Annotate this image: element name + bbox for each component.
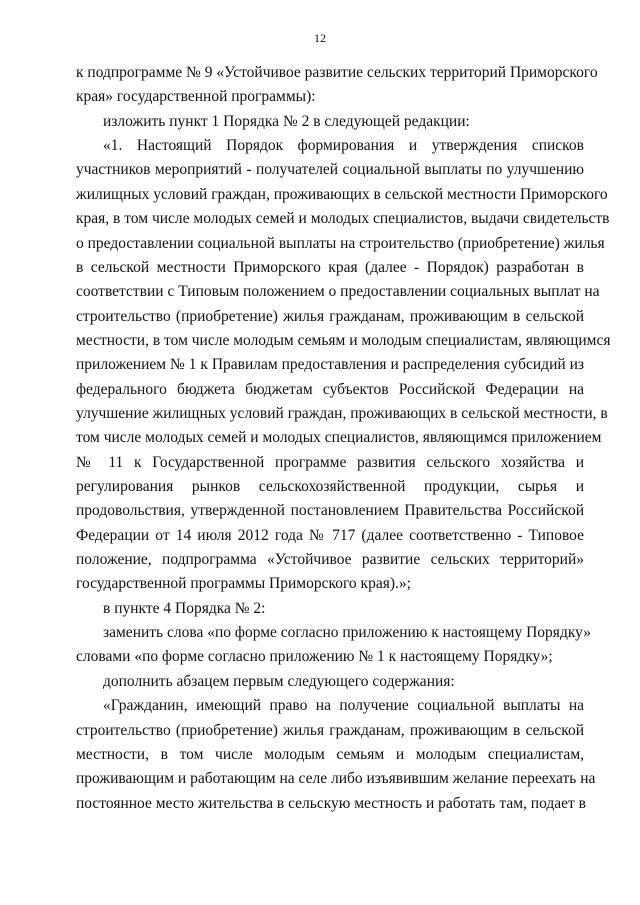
text-line: «1. Настоящий Порядок формирования и утверждения списков [103,137,584,155]
text-line: в пункте 4 Порядка № 2: [103,599,266,617]
text-line: заменить слова «по форме согласно приложению к настоящему Порядку» [103,624,592,642]
text-line: государственной программы Приморского края).»; [76,575,411,593]
text-line: положение, подпрограмма «Устойчивое развитие сельских территорий» [76,551,584,568]
page-number: 12 [314,31,326,45]
text-line: о предоставлении социальной выплаты на строительство (приобретение) жилья [76,234,605,252]
text-line: № 11 к Государственной программе развития сельского хозяйства и [76,453,584,471]
text-line: постоянное место жительства в сельскую местность и работать там, подает в [76,794,586,812]
text-line: приложением № 1 к Правилам предоставления и распределения субсидий из [76,356,584,374]
text-line: края, в том числе молодых семей и молодых специалистов, выдачи свидетельств [76,210,610,228]
text-line: федерального бюджета бюджетам субъектов Российской Федерации на [76,380,584,398]
text-line: местности, в том числе молодым семьям и молодым специалистам, являющимся [76,331,611,349]
text-line: том числе молодых семей и молодых специалистов, являющимся приложением [76,429,602,447]
text-line: жилищных условий граждан, проживающих в сельской местности Приморского [76,185,608,203]
text-line: словами «по форме согласно приложению № 1 к настоящему Порядку»; [76,648,553,666]
text-line: местности, в том числе молодым семьям и молодым специалистам, [76,745,584,763]
text-line: «Гражданин, имеющий право на получение социальной выплаты на [103,697,584,715]
text-line: в сельской местности Приморского края (далее - Порядок) разработан в [76,258,584,276]
text-line: продовольствия, утвержденной постановлением Правительства Российской [76,502,584,520]
text-line: строительство (приобретение) жилья гражданам, проживающим в сельской [76,307,584,325]
text-line: Федерации от 14 июля 2012 года № 717 (далее соответственно - Типовое [76,526,584,544]
text-line: проживающим и работающим на селе либо изъявившим желание переехать на [76,770,596,788]
text-line: строительство (приобретение) жилья гражданам, проживающим в сельской [76,721,584,739]
text-line: изложить пункт 1 Порядка № 2 в следующей редакции: [103,112,470,130]
text-line: дополнить абзацем первым следующего содержания: [103,672,455,690]
text-line: соответствии с Типовым положением о предоставлении социальных выплат на [76,283,600,301]
text-line: края» государственной программы): [76,88,316,106]
text-line: к подпрограмме № 9 «Устойчивое развитие сельских территорий Приморского [76,64,598,81]
text-line: регулирования рынков сельскохозяйственной продукции, сырья и [76,478,584,495]
text-line: улучшение жилищных условий граждан, проживающих в сельской местности, в [76,404,608,422]
text-line: участников мероприятий - получателей социальной выплаты по улучшению [76,161,584,179]
